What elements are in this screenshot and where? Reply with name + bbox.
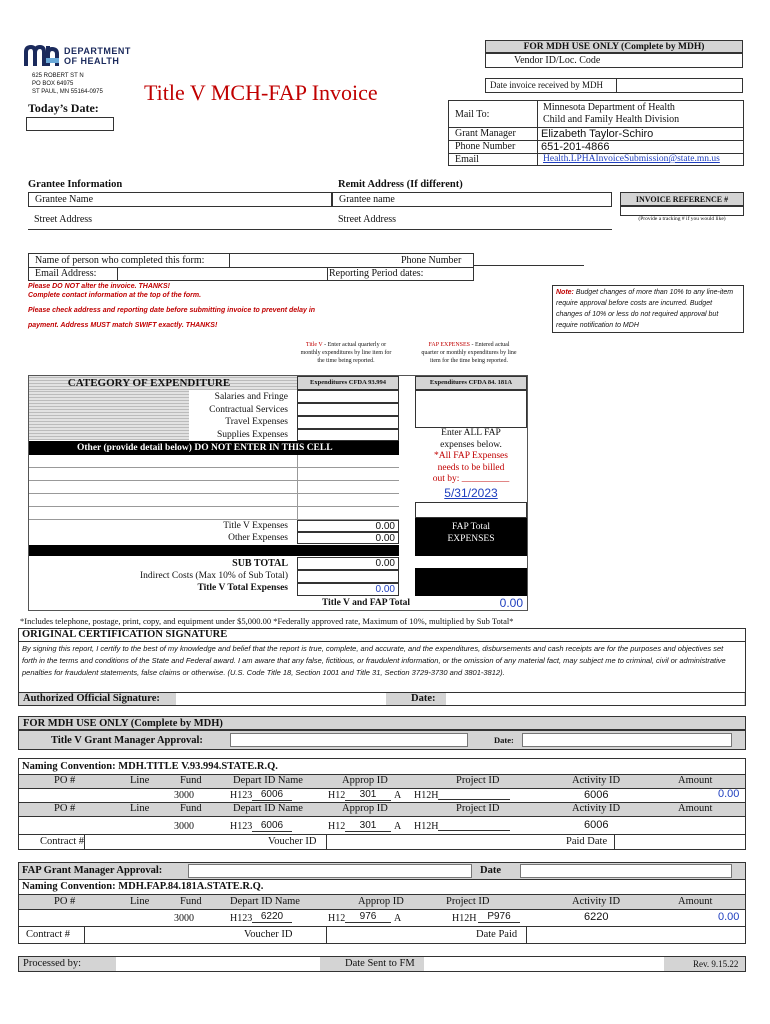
approp-suffix: A xyxy=(394,821,402,832)
email-link[interactable]: Health.LPHAInvoiceSubmission@state.mn.us xyxy=(543,154,720,164)
col-po: PO # xyxy=(54,803,76,814)
titlev-approval-input[interactable] xyxy=(230,733,468,747)
titlev-input-supplies[interactable] xyxy=(297,429,399,441)
project-input[interactable] xyxy=(438,799,510,800)
completed-by-input[interactable] xyxy=(228,253,396,266)
completed-by-label: Name of person who completed this form: xyxy=(35,255,205,266)
street-address-label: Street Address xyxy=(34,214,93,225)
grantee-info-title: Grantee Information xyxy=(28,179,123,190)
red-note-line: payment. Address MUST match SWIFT exactly. THANKS! xyxy=(28,322,218,329)
col-project: Project ID xyxy=(446,896,490,907)
other-expenses-label: Other Expenses xyxy=(228,533,288,543)
signature-input[interactable] xyxy=(176,693,386,705)
processed-input[interactable] xyxy=(116,957,320,971)
voucher-label: Voucher ID xyxy=(268,836,317,847)
col-po: PO # xyxy=(54,896,76,907)
col-fund: Fund xyxy=(180,803,202,814)
contact-email-label: Email Address: xyxy=(35,268,97,279)
col-amount: Amount xyxy=(678,775,713,786)
footnote: *Includes telephone, postage, print, copy, and equipment under $5,000.00 *Federally approved rate, Maximum of 10%, multiplied by Sub Total* xyxy=(20,616,514,626)
fap-enter-line: expenses below. xyxy=(440,439,502,450)
titlev-input-salaries[interactable] xyxy=(297,390,399,403)
mail-to-label: Mail To: xyxy=(455,109,490,120)
street-address-field[interactable] xyxy=(28,210,332,230)
col-dept: Depart ID Name xyxy=(233,775,303,786)
mail-to-line1: Minnesota Department of Health xyxy=(543,102,675,113)
titlev-header-title: Title V xyxy=(305,342,323,348)
fap-date-label: Date xyxy=(480,865,501,876)
fap-header-text: - Entered actual quarter or monthly expenditures by line item for the time being reported. xyxy=(421,342,517,364)
signature-label: Authorized Official Signature: xyxy=(23,693,160,704)
category-salaries: Salaries and Fringe xyxy=(214,392,288,402)
indirect-label: Indirect Costs (Max 10% of Sub Total) xyxy=(140,571,288,581)
sub-total-label: SUB TOTAL xyxy=(232,558,288,569)
reporting-period-label: Reporting Period dates: xyxy=(329,268,424,279)
col-approp: Approp ID xyxy=(342,803,388,814)
voucher-label: Voucher ID xyxy=(244,929,293,940)
activity-value: 6006 xyxy=(584,789,609,801)
approp-prefix: H12 xyxy=(328,790,346,801)
col-line: Line xyxy=(130,896,150,907)
fap-enter-line: Enter ALL FAP xyxy=(441,428,501,438)
col-activity: Activity ID xyxy=(572,803,621,814)
project-input[interactable] xyxy=(438,830,510,831)
page-title: Title V MCH-FAP Invoice xyxy=(144,80,378,105)
red-note-line: Complete contact information at the top of the form. xyxy=(28,292,202,299)
dept-prefix: H123 xyxy=(230,790,253,801)
spacer-black-row xyxy=(29,545,399,556)
mdh-address xyxy=(32,72,103,96)
contract-label: Contract # xyxy=(26,929,71,940)
amount-value: 0.00 xyxy=(718,788,740,800)
titlev-input-travel[interactable] xyxy=(297,416,399,429)
col-project: Project ID xyxy=(456,803,500,814)
col-activity: Activity ID xyxy=(572,775,621,786)
col-fund: Fund xyxy=(180,896,202,907)
dept-prefix: H123 xyxy=(230,913,253,924)
processed-label: Processed by: xyxy=(23,958,82,969)
remit-street-label: Street Address xyxy=(338,214,397,225)
naming-convention-titlev: Naming Convention: MDH.TITLE V.93.994.STATE.R.Q. xyxy=(22,761,278,772)
fund-value: 3000 xyxy=(174,913,194,924)
invoice-reference-header: INVOICE REFERENCE # xyxy=(620,192,744,206)
fap-approval-label: FAP Grant Manager Approval: xyxy=(22,865,163,876)
fap-approval-input[interactable] xyxy=(188,864,472,878)
titlev-input-contractual[interactable] xyxy=(297,403,399,416)
approp-suffix: A xyxy=(394,790,402,801)
category-travel: Travel Expenses xyxy=(225,417,288,427)
combined-total-label: Title V and FAP Total xyxy=(322,598,410,608)
other-row[interactable] xyxy=(29,455,399,468)
category-label: CATEGORY OF EXPENDITURE xyxy=(67,377,231,389)
budget-note-text: Budget changes of more than 10% to any line-item require approval before costs are incurred. Budget changes of 10% or less do not required approval but require notification to MDH xyxy=(556,289,734,329)
mdh-use-header: FOR MDH USE ONLY (Complete by MDH) xyxy=(485,40,743,53)
activity-value: 6006 xyxy=(584,819,609,831)
other-row[interactable] xyxy=(29,468,399,481)
contact-phone-input[interactable] xyxy=(474,253,584,266)
paid-date-label: Paid Date xyxy=(566,836,608,847)
phone-label: Phone Number xyxy=(455,141,516,152)
fap-cfda-header: Expenditures CFDA 84. 181A xyxy=(415,376,527,390)
approp-value[interactable]: 301 xyxy=(345,789,391,801)
vendor-id-field[interactable] xyxy=(485,53,743,68)
titlev-expenses-value: 0.00 xyxy=(297,520,399,532)
fap-enter-line: out by: __________ xyxy=(432,474,510,484)
naming-convention-fap: Naming Convention: MDH.FAP.84.181A.STATE.R.Q. xyxy=(22,881,264,892)
approp-prefix: H12 xyxy=(328,821,346,832)
invoice-reference-note: (Provide a tracking # if you would like) xyxy=(638,216,726,222)
contact-phone-label: Phone Number xyxy=(401,255,462,266)
vendor-id-label: Vendor ID/Loc. Code xyxy=(514,55,601,66)
col-amount: Amount xyxy=(678,896,713,907)
dept-prefix: H123 xyxy=(230,821,253,832)
email-label: Email xyxy=(455,154,479,165)
category-row xyxy=(190,391,288,441)
col-approp: Approp ID xyxy=(342,775,388,786)
fap-input-column[interactable] xyxy=(415,390,527,428)
phone-value: 651-201-4866 xyxy=(541,141,610,153)
col-project: Project ID xyxy=(456,775,500,786)
titlev-header-text: - Enter actual quarterly or monthly expenditures by line item for the time being reported. xyxy=(300,342,392,364)
fap-total-label: FAP Total xyxy=(452,522,490,532)
rev-label: Rev. 9.15.22 xyxy=(693,959,739,969)
other-row[interactable] xyxy=(29,481,399,494)
fap-total-cell xyxy=(415,518,527,556)
logo-line1: DEPARTMENT xyxy=(64,46,131,56)
budget-note-label: Note: xyxy=(556,289,574,296)
titlev-expenses-label: Title V Expenses xyxy=(223,521,288,531)
mail-to-block xyxy=(448,100,744,166)
col-approp: Approp ID xyxy=(358,896,404,907)
todays-date-input[interactable] xyxy=(26,117,114,131)
fap-activity-value: 6220 xyxy=(584,911,609,923)
fap-enter-note xyxy=(415,428,527,486)
invoice-reference-input[interactable] xyxy=(620,206,744,216)
logo-line2: OF HEALTH xyxy=(64,56,120,66)
other-header-label: Other (provide detail below) DO NOT ENTER IN THIS CELL xyxy=(77,443,333,453)
grantee-name-field[interactable] xyxy=(28,192,332,207)
titlev-column-header xyxy=(298,341,394,365)
category-spacer xyxy=(29,390,189,440)
dept-value[interactable]: 6006 xyxy=(252,820,292,832)
date-received-field[interactable] xyxy=(485,78,743,93)
mdh-logo xyxy=(24,44,134,70)
fap-enter-line: needs to be billed xyxy=(437,462,505,473)
certification-title: ORIGINAL CERTIFICATION SIGNATURE xyxy=(22,629,228,640)
date-sent-input[interactable] xyxy=(424,957,664,971)
red-note-line: Please DO NOT alter the invoice. THANKS! xyxy=(28,283,170,290)
date-paid-label: Date Paid xyxy=(476,929,518,940)
fap-enter-line: *All FAP Expenses xyxy=(434,451,508,461)
col-line: Line xyxy=(130,803,150,814)
other-header-row xyxy=(29,441,399,455)
remit-name-field[interactable] xyxy=(332,192,612,207)
todays-date-label: Today’s Date: xyxy=(28,101,99,115)
category-supplies: Supplies Expenses xyxy=(217,429,288,440)
grantee-name-label: Grantee Name xyxy=(35,194,94,205)
col-dept: Depart ID Name xyxy=(233,803,303,814)
date-received-label: Date invoice received by MDH xyxy=(490,80,603,90)
fap-project-value[interactable]: P976 xyxy=(478,911,520,923)
sub-total-value: 0.00 xyxy=(297,557,399,570)
titlev-approval-label: Title V Grant Manager Approval: xyxy=(51,735,203,746)
fap-input-extra[interactable] xyxy=(415,502,527,518)
red-instructions xyxy=(28,282,315,330)
fap-column-header xyxy=(420,341,518,365)
grant-manager-label: Grant Manager xyxy=(455,128,516,139)
fap-header-title: FAP EXPENSES xyxy=(428,342,471,348)
titlev-total-value: 0.00 xyxy=(297,583,399,596)
grant-manager-value: Elizabeth Taylor-Schiro xyxy=(541,128,654,140)
date-sent-label: Date Sent to FM xyxy=(345,958,415,969)
certification-text: By signing this report, I certify to the best of my knowledge and belief that the report is true, complete, and accurate, and the expenditures, disbursements and cash receipts are for the purposes and objectives set forth in the terms and conditions of the State and Federal award. I am aware that any false, fictitious, or fraudulent information, or the omission of any material fact, may subject me to criminal, civil or administrative penalties for fraudulent statements, false claims or otherwise. (U.S. Code Title 18, Section 1001 and Title 31, Section 3729-3730 and 3801-3812). xyxy=(22,644,726,677)
combined-total-value: 0.00 xyxy=(499,596,523,610)
fap-billing-date: 5/31/2023 xyxy=(444,486,498,500)
col-line: Line xyxy=(130,775,150,786)
category-contractual: Contractual Services xyxy=(209,404,288,415)
approp-suffix: A xyxy=(394,913,402,924)
contract-label: Contract # xyxy=(40,836,85,847)
approp-prefix: H12 xyxy=(328,913,346,924)
fap-total-label: EXPENSES xyxy=(447,534,495,544)
fap-approp-value[interactable]: 976 xyxy=(345,911,391,923)
approp-value[interactable]: 301 xyxy=(345,820,391,832)
fap-amount-value: 0.00 xyxy=(718,911,740,923)
col-dept: Depart ID Name xyxy=(230,896,300,907)
red-note-line: Please check address and reporting date before submitting invoice to prevent delay in xyxy=(28,307,316,314)
project-value: H12H xyxy=(414,821,439,832)
fund-value: 3000 xyxy=(174,821,194,832)
col-amount: Amount xyxy=(678,803,713,814)
indirect-input[interactable] xyxy=(297,570,399,583)
fap-date-input[interactable] xyxy=(520,864,732,878)
other-row[interactable] xyxy=(29,494,399,507)
fund-value: 3000 xyxy=(174,790,194,801)
mdh-logo-icon xyxy=(24,44,60,68)
col-fund: Fund xyxy=(180,775,202,786)
other-row[interactable] xyxy=(29,507,399,520)
mail-to-line2: Child and Family Health Division xyxy=(543,114,680,125)
mdh-use-bottom-title: FOR MDH USE ONLY (Complete by MDH) xyxy=(18,716,746,730)
budget-note xyxy=(552,285,744,333)
address-line: ST PAUL, MN 55164-0975 xyxy=(32,89,103,95)
remit-name-label: Grantee name xyxy=(339,194,395,205)
other-expenses-value: 0.00 xyxy=(297,532,399,544)
col-po: PO # xyxy=(54,775,76,786)
fap-dept-value[interactable]: 6220 xyxy=(252,911,292,923)
signature-date-label: Date: xyxy=(411,693,436,704)
signature-date-input[interactable] xyxy=(446,693,744,705)
titlev-cfda-header: Expenditures CFDA 93.994 xyxy=(297,376,399,390)
titlev-approval-date-label: Date: xyxy=(494,735,514,745)
titlev-total-label: Title V Total Expenses xyxy=(197,583,288,593)
project-value: H12H xyxy=(414,790,439,801)
address-line: 625 ROBERT ST N xyxy=(32,73,84,79)
address-line: PO BOX 64975 xyxy=(32,81,74,87)
fap-project-prefix: H12H xyxy=(452,913,477,924)
remit-street-field[interactable] xyxy=(332,210,612,230)
titlev-approval-date-input[interactable] xyxy=(522,733,732,747)
dept-value[interactable]: 6006 xyxy=(252,789,292,801)
col-activity: Activity ID xyxy=(572,896,621,907)
remit-title: Remit Address (If different) xyxy=(338,179,463,190)
fap-black-block xyxy=(415,568,527,596)
